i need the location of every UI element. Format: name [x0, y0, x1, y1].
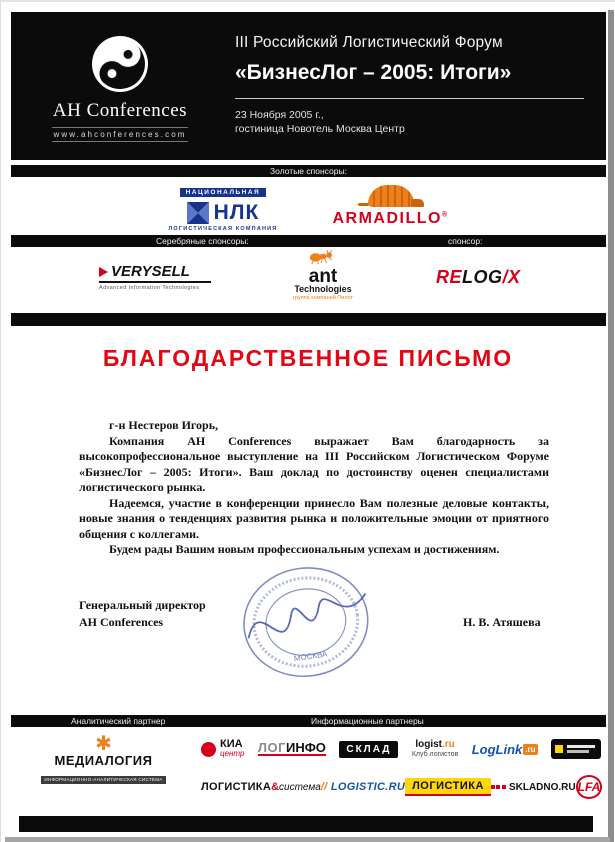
relogix-x: /X [502, 267, 521, 287]
logistic-ru-logo [321, 781, 405, 793]
relogix-re: RE [436, 267, 463, 287]
logist-sub: Клуб логистов [411, 751, 459, 758]
info-partners-logos [201, 733, 601, 803]
logsys-part1: ЛОГИСТИКА [201, 781, 272, 793]
letter-recipient: г-н Нестеров Игорь, [109, 418, 219, 432]
nlk-top-label: НАЦИОНАЛЬНАЯ [180, 188, 267, 197]
signatory-block [79, 597, 206, 631]
logist-tld: .ru [442, 739, 455, 750]
forum-title-line2: «БизнесЛог – 2005: Итоги» [235, 61, 512, 84]
verysell-name: VERYSELL [111, 263, 190, 280]
medialogia-name: МЕДИАЛОГИЯ [54, 753, 153, 768]
kia-center-logo [201, 740, 244, 758]
loglink-logo [472, 742, 538, 757]
stamp-city-text: МОСКВА [293, 649, 328, 664]
nlk-logo [168, 181, 277, 232]
logist-ru-logo [412, 738, 458, 760]
nlk-name: НЛК [213, 200, 260, 224]
partners-band [11, 715, 606, 727]
analytic-partner-label: Аналитический партнер [71, 716, 166, 726]
ant-tagline: группа компаний Пилот [292, 295, 354, 301]
medialogia-logo [41, 735, 166, 786]
logist-base: logist [415, 739, 443, 750]
gold-sponsors-band [11, 165, 606, 177]
company-stamp-icon [221, 548, 393, 698]
forum-title-line1: III Российский Логистический Форум [235, 34, 503, 51]
letter-paragraph-1: Компания AH Conferences выражает Вам благодарность за высокопрофессиональное выступление на III Российском Логистическом Форуме «БизнесЛог – 2005: Итоги». Ваш доклад по достоинству оценен специалистами логистического рынка. [79, 433, 549, 494]
single-sponsor-label: спонсор: [448, 236, 483, 246]
skladno-dots-icon [491, 785, 506, 789]
ant-name-line2: Technologies [294, 284, 352, 294]
logistika-logo: ЛОГИСТИКА [405, 778, 491, 796]
logsys-amp: & [271, 781, 280, 793]
gold-sponsors-label: Золотые спонсоры: [270, 166, 347, 176]
kia-sub: центр [220, 749, 245, 758]
bottom-band [19, 816, 593, 832]
signatory-company: AH Conferences [79, 615, 164, 629]
header-band [11, 12, 606, 160]
ant-technologies-logo [283, 249, 363, 301]
skladno-ru-logo [491, 782, 576, 793]
kia-name: КИА [220, 738, 243, 750]
silver-sponsors-band [11, 235, 606, 247]
partner-logo-unidentified [551, 739, 601, 759]
info-partners-row-1 [201, 733, 601, 765]
ah-conferences-logo-icon [79, 23, 161, 105]
logistic-ru-name: LOGISTIC.RU [330, 781, 406, 793]
skladno-name: SKLADNO.RU [508, 781, 576, 793]
forum-venue: гостиница Новотель Москва Центр [235, 123, 405, 135]
medialogia-star-icon: ✱ [95, 733, 112, 755]
verysell-wedge-icon [99, 267, 108, 277]
loginfo-part2: ИНФО [285, 740, 326, 755]
letter-paragraph-2: Надеемся, участие в конференции принесло Вам полезные деловые контакты, новые знания о тенденциях развития рынка и положительные эмоции от приятного общения с коллегами. [79, 495, 549, 541]
armadillo-icon [358, 185, 424, 207]
medialogia-tagline: ИНФОРМАЦИОННО-АНАЛИТИЧЕСКАЯ СИСТЕМА [41, 776, 165, 784]
armadillo-logo [332, 185, 448, 228]
logistic-ru-slashes: // [320, 781, 328, 793]
loginfo-part1: ЛОГ [257, 740, 286, 755]
verysell-logo [99, 263, 211, 291]
brand-name: AH Conferences [52, 99, 188, 121]
silver-sponsors-row [11, 247, 606, 309]
relogix-logo [436, 267, 521, 288]
scan-edge-bottom [5, 837, 610, 842]
brand-website: www.ahconferences.com [52, 127, 187, 142]
partner-logo-yellow-mark-icon [555, 745, 563, 753]
nlk-bottom-label: ЛОГИСТИЧЕСКАЯ КОМПАНИЯ [168, 225, 278, 232]
ant-icon [308, 249, 338, 264]
kia-disc-icon [201, 742, 216, 757]
letter-body [79, 418, 549, 558]
signatory-position: Генеральный директор [79, 598, 206, 612]
separator-band [11, 313, 606, 326]
registered-mark: ® [441, 211, 449, 219]
verysell-tagline: Advanced Information Technologies [99, 285, 200, 291]
info-partners-row-2 [201, 771, 601, 803]
armadillo-wordmark: ARMADILLO [332, 209, 442, 227]
header-divider [235, 98, 584, 99]
letter-title: БЛАГОДАРСТВЕННОЕ ПИСЬМО [102, 345, 514, 371]
ant-name: ant [308, 266, 338, 287]
nlk-triangles-icon [187, 202, 209, 224]
brand-block [11, 12, 229, 160]
sklad-logo: СКЛАД [339, 741, 398, 758]
lfa-logo: LFA [576, 775, 603, 799]
loglink-name: LogLink [471, 741, 523, 757]
signatory-name: Н. В. Атяшева [463, 615, 541, 629]
letter-paragraph-3: Будем рады Вашим новым профессиональным успехам и достижениям. [109, 542, 500, 556]
forum-title-block [229, 12, 606, 160]
gold-sponsors-row [11, 178, 606, 234]
loglink-tld: .ru [525, 744, 536, 754]
scan-edge-right [608, 10, 614, 842]
armadillo-name [332, 210, 448, 228]
logsys-part2: система [279, 782, 321, 793]
info-partners-label: Информационные партнеры [311, 716, 424, 726]
forum-date: 23 Ноября 2005 г., [235, 109, 324, 121]
logistika-sistema-logo [201, 781, 321, 793]
loginfo-logo [258, 742, 326, 756]
relogix-log: LOG [462, 267, 503, 287]
silver-sponsors-label: Серебряные спонсоры: [156, 236, 249, 246]
